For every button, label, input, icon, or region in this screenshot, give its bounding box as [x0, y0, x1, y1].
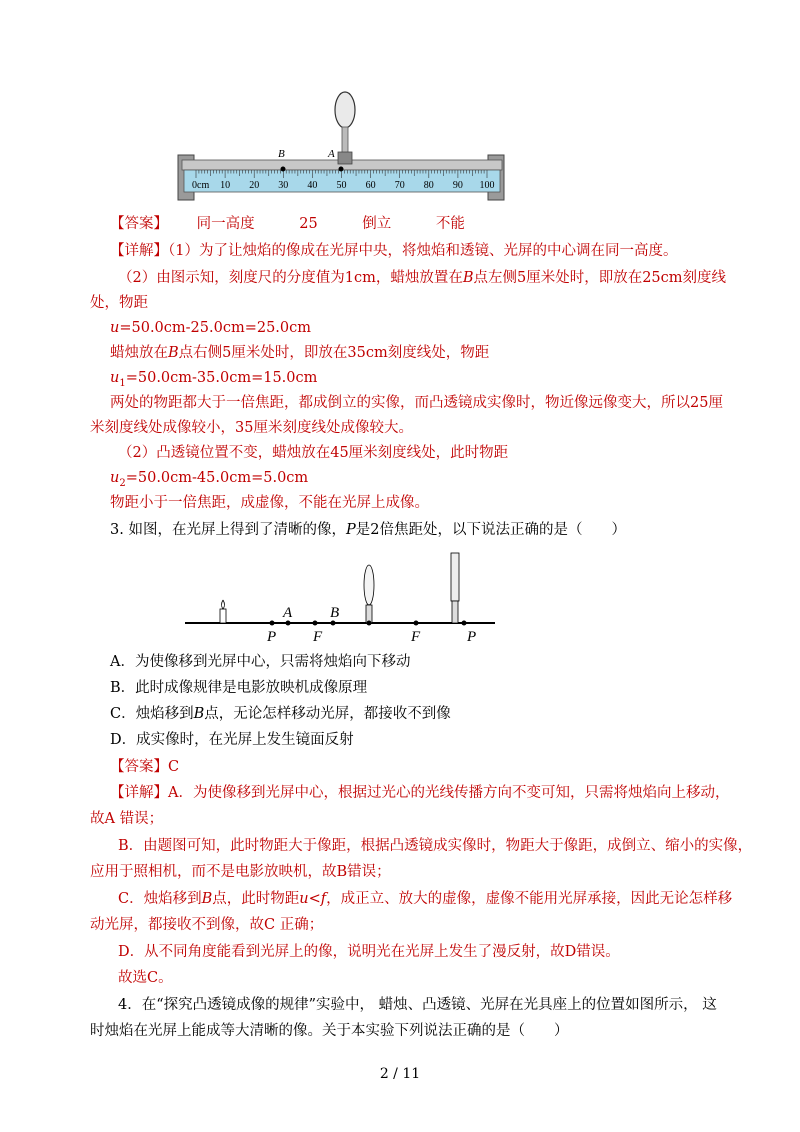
detail-line: 动光屏，都接收不到像，故C 正确； [90, 917, 324, 933]
detail-line: D．从不同角度能看到光屏上的像，说明光在光屏上发生了漫反射，故D错误。 [118, 944, 620, 960]
optical-bench-figure [170, 90, 520, 205]
detail-line: 两处的物距都大于一倍焦距，都成倒立的实像，而凸透镜成实像时，物近像远像变大，所以25厘 [110, 395, 723, 411]
detail-line: 处，物距 [90, 295, 148, 311]
point-a-label: A [328, 148, 335, 160]
detail-line: =50.0cm-45.0cm=5.0cm [125, 470, 309, 486]
stem-text: 3. 如图，在光屏上得到了清晰的像， [110, 522, 346, 538]
ruler-tick-label: 100 [479, 180, 495, 191]
label-b: B [330, 605, 340, 621]
option-a: A．为使像移到光屏中心，只需将烛焰向下移动 [110, 654, 411, 670]
ruler-tick-label: 40 [307, 180, 318, 191]
detail-line: B [168, 345, 179, 361]
detail-line: 1 [119, 377, 126, 389]
label-f2: F [411, 629, 421, 645]
lens-axis-figure [180, 545, 500, 650]
option-text: 点，无论怎样移动光屏，都接收不到像 [204, 706, 451, 722]
detail-line: B [201, 891, 213, 907]
detail-tag: 【详解】 [110, 243, 168, 259]
question-3-stem [110, 520, 626, 540]
detail-line: 点左侧5厘米处时，即放在25cm刻度线 [473, 270, 727, 286]
label-a: A [283, 605, 293, 621]
detail-line: （2）凸透镜位置不变，蜡烛放在45厘米刻度线处，此时物距 [118, 445, 509, 461]
ruler-tick-label: 50 [336, 180, 347, 191]
detail-line: 2 [119, 477, 126, 489]
conclusion: 故选C。 [118, 970, 173, 986]
answer-value: C [168, 759, 180, 775]
label-f1: F [313, 629, 323, 645]
detail-line: 应用于照相机，而不是电影放映机，故B错误； [90, 864, 391, 880]
detail-line: （1）为了让烛焰的像成在光屏中央，将烛焰和透镜、光屏的中心调在同一高度。 [168, 243, 678, 259]
label-p1: P [267, 629, 277, 645]
detail-line: 点右侧5厘米处时，即放在35cm刻度线处，物距 [178, 345, 490, 361]
ruler-tick-label: 90 [452, 180, 463, 191]
point-b-label: B [278, 148, 285, 160]
ruler-tick-label: 0cm [192, 180, 210, 191]
option-d: D．成实像时，在光屏上发生镜面反射 [110, 732, 354, 748]
answer-tag: 【答案】 [110, 216, 168, 232]
option-text: B [193, 706, 205, 722]
question-4-line: 4．在“探究凸透镜成像的规律”实验中， 蜡烛、凸透镜、光屏在光具座上的位置如图所示， 这 [118, 997, 717, 1013]
detail-line: ，成正立、放大的虚像，虚像不能用光屏承接，因此无论怎样移 [326, 891, 733, 907]
detail-line: A．为使像移到光屏中心，根据过光心的光线传播方向不变可知，只需将烛焰向上移动， [168, 785, 730, 801]
ruler-tick-label: 10 [220, 180, 231, 191]
ruler-tick-label: 30 [278, 180, 289, 191]
detail-line: C．烛焰移到 [118, 891, 202, 907]
detail-line: u<f [299, 891, 327, 907]
answer-1: 同一高度 [196, 216, 255, 232]
label-p2: P [467, 629, 477, 645]
detail-line: =50.0cm-35.0cm=15.0cm [125, 370, 318, 386]
answer-tag: 【答案】 [110, 759, 168, 775]
ruler-tick-label: 80 [423, 180, 434, 191]
detail-line: 米刻度线处成像较小，35厘米刻度线处成像较大。 [90, 420, 413, 436]
detail-line: u [110, 470, 120, 486]
page-number: 2 / 11 [379, 1066, 421, 1082]
answer-2: 25 [299, 216, 318, 232]
option-text: C．烛焰移到 [110, 706, 194, 722]
detail-line: B [462, 270, 474, 286]
detail-line: B．由题图可知，此时物距大于像距，根据凸透镜成实像时，物距大于像距，成倒立、缩小的实像， [118, 838, 753, 854]
ruler-tick-label: 70 [394, 180, 405, 191]
option-b: B．此时成像规律是电影放映机成像原理 [110, 680, 368, 696]
detail-line: u [110, 370, 120, 386]
detail-line: 蜡烛放在 [110, 345, 168, 361]
option-c [110, 704, 451, 724]
stem-text: 是2倍焦距处，以下说法正确的是（ ） [355, 522, 626, 538]
detail-line: 点，此时物距 [212, 891, 300, 907]
detail-line: u [110, 320, 120, 336]
detail-line: =50.0cm-25.0cm=25.0cm [119, 320, 312, 336]
stem-text: P [345, 522, 356, 538]
detail-line: 物距小于一倍焦距，成虚像，不能在光屏上成像。 [110, 495, 429, 511]
ruler-tick-label: 20 [249, 180, 260, 191]
answer-3: 倒立 [362, 216, 392, 232]
detail-tag: 【详解】 [110, 785, 168, 801]
answer-4: 不能 [435, 216, 465, 232]
detail-line: （2）由图示知，刻度尺的分度值为1cm，蜡烛放置在 [118, 270, 463, 286]
question-4-line: 时烛焰在光屏上能成等大清晰的像。关于本实验下列说法正确的是（ ） [90, 1023, 569, 1039]
detail-line: 故A 错误； [90, 811, 164, 827]
ruler-tick-label: 60 [365, 180, 376, 191]
